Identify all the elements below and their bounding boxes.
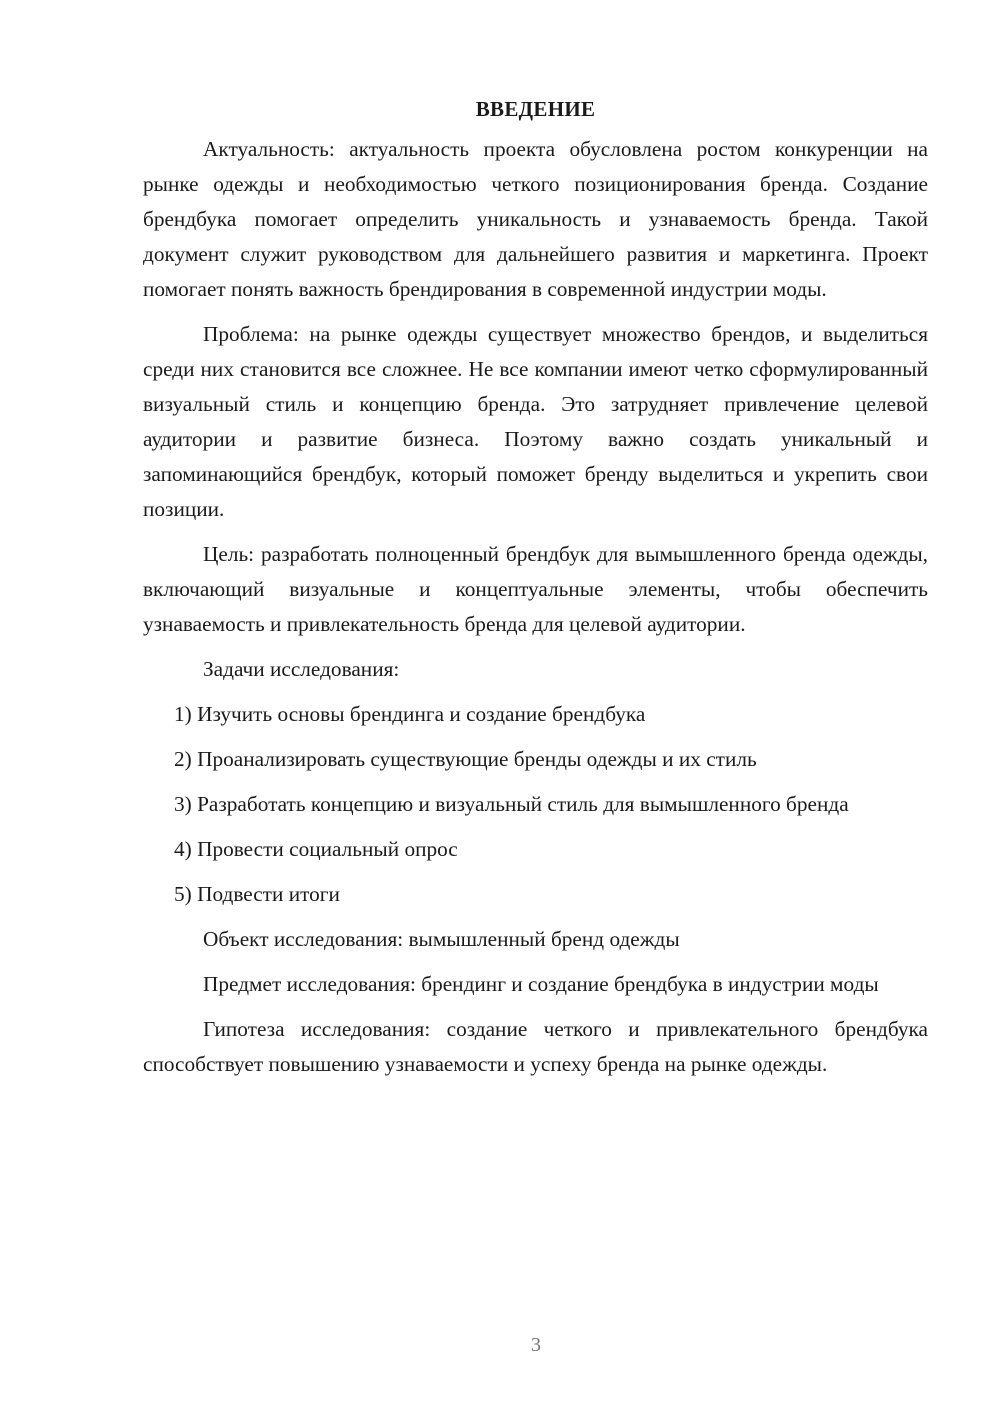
task-item-2: 2) Проанализировать существующие бренды одежды и их стиль — [174, 747, 757, 771]
tasks-heading: Задачи исследования: — [203, 657, 400, 681]
section-title: ВВЕДЕНИЕ — [475, 97, 596, 121]
paragraph-object: Объект исследования: вымышленный бренд одежды — [203, 927, 680, 951]
paragraph-problem: Проблема: на рынке одежды существует множество брендов, и выделиться среди них становится все сложнее. Не все компании имеют четко сформулированный визуальный стиль и концепцию бренда. Это затрудняет привлечение целевой аудитории и развитие бизнеса. Поэтому важно создать уникальный и запоминающийся брендбук, который поможет бренду выделиться и укрепить свои позиции. — [143, 322, 928, 521]
page-number: 3 — [531, 1334, 541, 1356]
task-item-4: 4) Провести социальный опрос — [174, 837, 458, 861]
paragraph-goal: Цель: разработать полноценный брендбук для вымышленного бренда одежды, включающий визуальные и концептуальные элементы, чтобы обеспечить узнаваемость и привлекательность бренда для целевой аудитории. — [143, 542, 928, 636]
task-item-5: 5) Подвести итоги — [174, 882, 340, 906]
paragraph-subject: Предмет исследования: брендинг и создание брендбука в индустрии моды — [203, 972, 879, 996]
task-item-1: 1) Изучить основы брендинга и создание брендбука — [174, 702, 646, 726]
paragraph-hypothesis: Гипотеза исследования: создание четкого и привлекательного брендбука способствует повышению узнаваемости и успеху бренда на рынке одежды. — [143, 1017, 928, 1076]
paragraph-relevance: Актуальность: актуальность проекта обусловлена ростом конкуренции на рынке одежды и необходимостью четкого позиционирования бренда. Создание брендбука помогает определить уникальность и узнаваемость бренда. Такой документ служит руководством для дальнейшего развития и маркетинга. Проект помогает понять важность брендирования в современной индустрии моды. — [143, 137, 928, 301]
task-item-3: 3) Разработать концепцию и визуальный стиль для вымышленного бренда — [174, 792, 849, 816]
document-page — [143, 92, 928, 1092]
